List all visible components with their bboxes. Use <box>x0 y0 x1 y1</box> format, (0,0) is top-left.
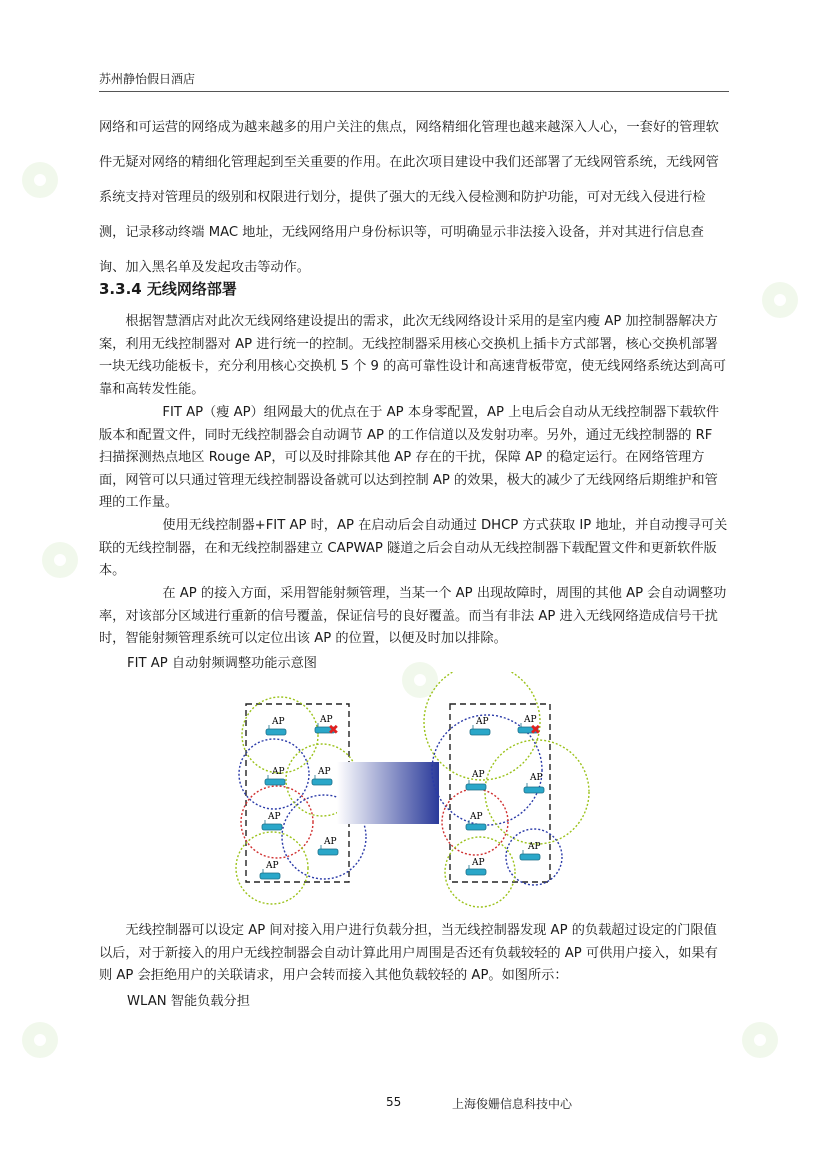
paragraph-fit-ap: FIT AP（瘦 AP）组网最大的优点在于 AP 本身零配置，AP 上电后会自动从无线控制器下载软件版本和配置文件，同时无线控制器会自动调节 AP 的工作信道以及发射功率。另外，通过无线控制器的 RF 扫描探测热点地区 Rouge AP，可以及时排除其他 AP 存在的干扰，保障 AP 的稳定运行。在网络管理方面，网管可以只通过管理无线控制器设备就可以达到控制 AP 的效果，极大的减少了无线网络后期维护和管理的工作量。 <box>99 405 720 510</box>
header-divider <box>99 91 729 92</box>
ap-left-2 <box>265 767 285 785</box>
paragraph-load-balance: 无线控制器可以设定 AP 间对接入用户进行负载分担，当无线控制器发现 AP 的负载超过设定的门限值以后，对于新接入的用户无线控制器会自动计算此用户周围是否还有负载较轻的 AP 可供用户接入，如果有则 AP 会拒绝用户的关联请求，用户会转而接入其他负载较轻的 AP。如图所示： <box>99 923 718 983</box>
svg-text:AP: AP <box>528 842 541 852</box>
svg-text:AP: AP <box>472 770 485 780</box>
svg-text:AP: AP <box>268 812 281 822</box>
ap-left-4 <box>262 812 282 830</box>
intro-paragraph: 网络和可运营的网络成为越来越多的用户关注的焦点，网络精细化管理也越来越深入人心，一套好的管理软件无疑对网络的精细化管理起到至关重要的作用。在此次项目建设中我们还部署了无线网管系统，无线网管系统支持对管理员的级别和权限进行划分，提供了强大的无线入侵检测和防护功能，可对无线入侵进行检测，记录移动终端 MAC 地址，无线网络用户身份标识等，可明确显示非法接入设备，并对其进行信息查询、加入黑名单及发起攻击等动作。 <box>99 120 719 275</box>
ap-left-3 <box>312 767 332 785</box>
ap-right-5 <box>520 842 541 860</box>
svg-text:AP: AP <box>318 767 331 777</box>
svg-text:AP: AP <box>530 773 543 783</box>
ap-left-5 <box>318 837 338 855</box>
paragraph-controller: 使用无线控制器+FIT AP 时，AP 在启动后会自动通过 DHCP 方式获取 IP 地址，并自动搜寻可关联的无线控制器，在和无线控制器建立 CAPWAP 隧道之后会自动从无线控制器下载配置文件和更新软件版本。 <box>99 518 728 578</box>
svg-text:AP: AP <box>272 717 285 727</box>
diagram-caption: FIT AP 自动射频调整功能示意图 <box>127 656 317 671</box>
ap-right-4 <box>466 812 486 830</box>
ap-left-6 <box>260 861 280 879</box>
svg-text:AP: AP <box>476 717 489 727</box>
footer-organization: 上海俊姗信息科技中心 <box>452 1097 573 1111</box>
svg-text:AP: AP <box>524 715 537 725</box>
failed-ap-icon: ✖ <box>328 723 339 738</box>
transition-arrow-block <box>337 762 439 824</box>
ap-right-6 <box>466 858 486 875</box>
svg-text:AP: AP <box>470 812 483 822</box>
ap-right-failed <box>518 715 541 738</box>
paragraph-deploy: 根据智慧酒店对此次无线网络建设提出的需求，此次无线网络设计采用的是室内瘦 AP 加控制器解决方案，利用无线控制器对 AP 进行统一的控制。无线控制器采用核心交换机上插卡方式部署，核心交换机部署一块无线功能板卡，充分利用核心交换机 5 个 9 的高可靠性设计和高速背板带宽，使无线网络系统达到高可靠和高转发性能。 <box>99 314 726 397</box>
svg-text:AP: AP <box>266 861 279 871</box>
svg-text:AP: AP <box>324 837 337 847</box>
svg-text:AP: AP <box>472 858 485 868</box>
rf-adjust-diagram <box>232 672 602 912</box>
svg-text:AP: AP <box>272 767 285 777</box>
ap-right-1 <box>470 717 490 735</box>
document-header-title: 苏州静怡假日酒店 <box>99 72 196 86</box>
section-heading: 3.3.4 无线网络部署 <box>99 280 237 298</box>
svg-text:AP: AP <box>320 715 333 725</box>
page-number: 55 <box>386 1095 402 1109</box>
wlan-caption: WLAN 智能负载分担 <box>127 994 250 1009</box>
failed-ap-icon-right: ✖ <box>530 723 541 738</box>
ap-left-1 <box>266 717 286 735</box>
paragraph-rf: 在 AP 的接入方面，采用智能射频管理，当某一个 AP 出现故障时，周围的其他 AP 会自动调整功率，对该部分区域进行重新的信号覆盖，保证信号的良好覆盖。而当有非法 AP 进入无线网络造成信号干扰时，智能射频管理系统可以定位出该 AP 的位置，以便及时加以排除。 <box>99 586 727 646</box>
